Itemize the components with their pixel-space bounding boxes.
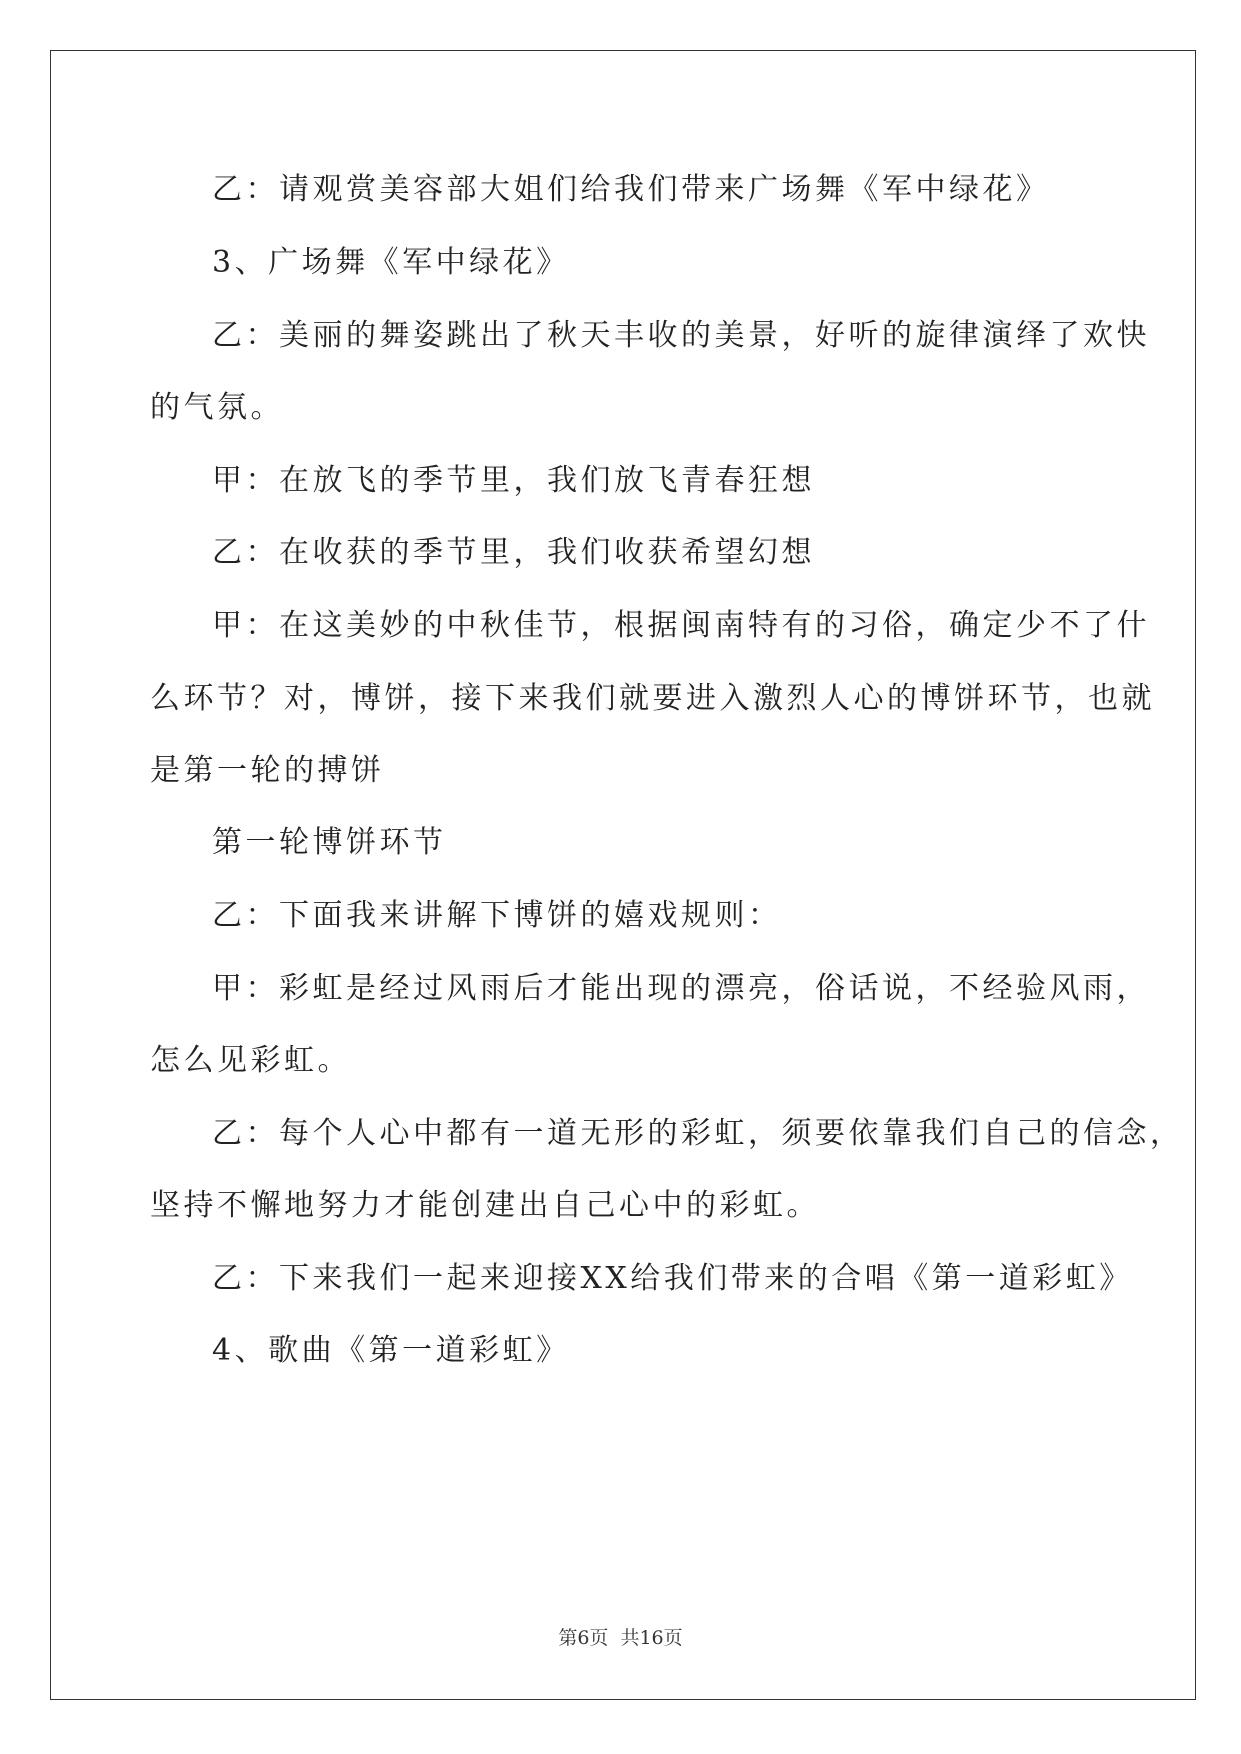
paragraph-line: 第一轮博饼环节: [212, 825, 447, 860]
paragraph-line: 4、歌曲《第一道彩虹》: [212, 1333, 570, 1368]
paragraph-line: 乙：美丽的舞姿跳出了秋天丰收的美景，好听的旋律演绎了欢快: [212, 318, 1150, 353]
paragraph-line: 是第一轮的搏饼: [150, 753, 385, 788]
paragraph-line: 坚持不懈地努力才能创建出自己心中的彩虹。: [150, 1188, 820, 1223]
paragraph-line: 甲：在放飞的季节里，我们放飞青春狂想: [212, 463, 815, 498]
page-footer: [0, 1626, 1241, 1650]
paragraph-line: 乙：下面我来讲解下博饼的嬉戏规则：: [212, 898, 782, 933]
paragraph-line: 甲：在这美妙的中秋佳节，根据闽南特有的习俗，确定少不了什: [212, 608, 1150, 643]
page-number: 第6页: [558, 1627, 609, 1649]
paragraph-line: 怎么见彩虹。: [150, 1043, 351, 1078]
paragraph-line: 么环节？对，博饼，接下来我们就要进入激烈人心的博饼环节，也就: [150, 681, 1155, 716]
paragraph-line: 乙：每个人心中都有一道无形的彩虹，须要依靠我们自己的信念，: [212, 1116, 1184, 1151]
paragraph-line: 乙：下来我们一起来迎接XX给我们带来的合唱《第一道彩虹》: [212, 1261, 1133, 1296]
paragraph-line: 乙：在收获的季节里，我们收获希望幻想: [212, 535, 815, 570]
paragraph-line: 甲：彩虹是经过风雨后才能出现的漂亮，俗话说，不经验风雨，: [212, 971, 1150, 1006]
paragraph-line: 的气氛。: [150, 390, 284, 425]
paragraph-line: 乙：请观赏美容部大姐们给我们带来广场舞《军中绿花》: [212, 172, 1050, 207]
total-pages: 共16页: [620, 1627, 683, 1649]
paragraph-line: 3、广场舞《军中绿花》: [212, 245, 570, 280]
page-border: [50, 50, 1196, 1700]
